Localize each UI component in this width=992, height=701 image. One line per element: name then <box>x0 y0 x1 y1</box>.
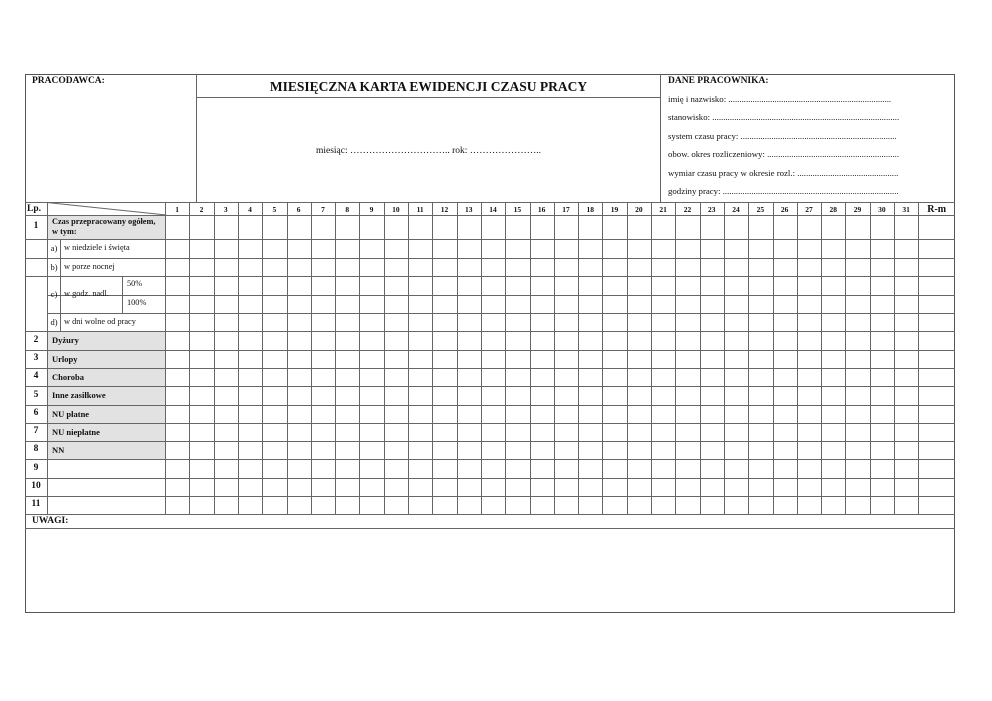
grid-vline <box>214 202 215 514</box>
day-number-26: 26 <box>780 205 789 214</box>
day-number-2: 2 <box>199 205 204 214</box>
sub-letter: c) <box>50 289 58 299</box>
grid-vline <box>627 202 628 514</box>
row-number-10: 10 <box>31 481 41 491</box>
grid-vline <box>165 202 166 514</box>
grid-vline <box>122 276 123 313</box>
employee-field-4[interactable]: obow. okres rozliczeniowy: ............................................................ <box>668 149 900 160</box>
day-number-16: 16 <box>537 205 546 214</box>
grid-vline <box>60 239 61 331</box>
day-number-24: 24 <box>732 205 740 214</box>
sub-letter: a) <box>50 243 58 253</box>
day-number-8: 8 <box>345 205 350 214</box>
grid-vline <box>821 202 822 514</box>
row-number-11: 11 <box>31 499 41 509</box>
grid-vline <box>773 202 774 514</box>
grid-hline <box>122 295 955 296</box>
grid-vline <box>238 202 239 514</box>
grid-vline <box>287 202 288 514</box>
row-label-2: Dyżury <box>52 335 79 345</box>
day-number-27: 27 <box>805 205 813 214</box>
sub-label-overtime: w godz. nadl. <box>64 289 109 298</box>
row-number-8: 8 <box>33 444 39 454</box>
employee-field-6[interactable]: godziny pracy: ................................................................................ <box>668 186 899 196</box>
grid-vline <box>481 202 482 514</box>
day-number-21: 21 <box>659 205 667 214</box>
grid-vline <box>894 202 895 514</box>
pct-100-label: 100% <box>127 298 147 307</box>
row-label-3: Urlopy <box>52 353 78 364</box>
grid-vline <box>602 202 603 514</box>
day-number-5: 5 <box>272 205 277 214</box>
day-number-23: 23 <box>707 205 716 214</box>
employee-field-3[interactable]: system czasu pracy: ....................................................................... <box>668 130 897 141</box>
row-number-2: 2 <box>33 334 39 345</box>
employee-field-1[interactable]: imię i nazwisko: .......................................................................... <box>668 94 892 104</box>
grid-vline <box>724 202 725 514</box>
notes-area[interactable] <box>26 528 954 612</box>
row-label-6: NU płatne <box>52 408 90 419</box>
day-number-22: 22 <box>683 205 692 214</box>
day-number-19: 19 <box>610 205 619 214</box>
label-cell-shade <box>48 442 165 459</box>
grid-vline <box>845 202 846 514</box>
employer-label: PRACODAWCA: <box>32 76 105 86</box>
day-number-29: 29 <box>853 205 862 214</box>
row-number-1: 1 <box>33 221 39 231</box>
day-number-12: 12 <box>440 205 449 214</box>
grid-vline <box>918 202 919 514</box>
day-number-10: 10 <box>392 205 400 214</box>
grid-vline <box>384 202 385 514</box>
title-underline <box>196 97 661 98</box>
day-number-25: 25 <box>756 205 765 214</box>
notes-label: UWAGI: <box>32 516 69 526</box>
day-number-30: 30 <box>878 205 886 214</box>
grid-vline <box>505 202 506 514</box>
day-number-28: 28 <box>829 205 837 214</box>
sub-letter: d) <box>50 316 58 327</box>
grid-hline <box>25 514 955 515</box>
grid-vline <box>578 202 579 514</box>
day-number-4: 4 <box>248 205 252 214</box>
grid-vline <box>408 202 409 514</box>
grid-vline <box>748 202 749 514</box>
grid-vline <box>335 202 336 514</box>
grid-vline <box>675 202 676 514</box>
row-label-4: Choroba <box>52 371 84 382</box>
day-number-3: 3 <box>223 205 228 214</box>
row-label-7: NU niepłatne <box>52 426 100 437</box>
page-title: MIESIĘCZNA KARTA EWIDENCJI CZASU PRACY <box>269 79 588 94</box>
day-number-9: 9 <box>369 205 374 214</box>
row-number-3: 3 <box>33 353 39 363</box>
row-label-worked-time: Czas przepracowany ogółem, w tym: <box>52 217 156 236</box>
lp-header: Lp. <box>27 204 41 214</box>
grid-hline <box>47 313 955 314</box>
day-number-20: 20 <box>635 205 643 214</box>
employee-field-2[interactable]: stanowisko: ..................................................................................... <box>668 112 900 123</box>
row-label-8: NN <box>52 444 65 455</box>
day-number-11: 11 <box>416 205 424 214</box>
employee-field-5[interactable]: wymiar czasu pracy w okresie rozl.: .............................................. <box>668 167 899 178</box>
sub-label-night: w porze nocnej <box>64 261 115 271</box>
grid-vline <box>554 202 555 514</box>
grid-vline <box>870 202 871 514</box>
sub-letter: b) <box>50 261 58 272</box>
employee-data-label: DANE PRACOWNIKA: <box>668 76 769 86</box>
row-label-5: Inne zasiłkowe <box>52 390 106 400</box>
day-number-18: 18 <box>586 205 594 214</box>
row-number-4: 4 <box>33 371 39 381</box>
day-number-31: 31 <box>902 205 910 214</box>
row-number-5: 5 <box>33 389 39 400</box>
day-number-7: 7 <box>321 205 325 214</box>
day-number-15: 15 <box>513 205 522 214</box>
grid-vline <box>651 202 652 514</box>
summary-header: R-m <box>927 204 947 215</box>
row-number-7: 7 <box>33 426 39 436</box>
pct-50-label: 50% <box>127 279 143 288</box>
grid-vline <box>700 202 701 514</box>
grid-vline <box>189 202 190 514</box>
grid-vline <box>797 202 798 514</box>
day-number-1: 1 <box>175 205 180 214</box>
row-number-9: 9 <box>33 462 39 473</box>
sub-label-days-off: w dni wolne od pracy <box>64 316 136 326</box>
month-year-field[interactable]: miesiąc: ………………………….. rok: ………………….. <box>315 146 542 156</box>
day-number-6: 6 <box>296 205 301 214</box>
day-number-14: 14 <box>489 205 497 214</box>
row-number-6: 6 <box>33 408 39 418</box>
grid-vline <box>262 202 263 514</box>
grid-vline <box>311 202 312 514</box>
sub-label-sundays: w niedziele i święta <box>64 243 130 252</box>
day-number-17: 17 <box>562 205 570 214</box>
grid-vline <box>359 202 360 514</box>
day-number-13: 13 <box>464 205 473 214</box>
grid-vline <box>530 202 531 514</box>
grid-vline <box>432 202 433 514</box>
grid-vline <box>457 202 458 514</box>
